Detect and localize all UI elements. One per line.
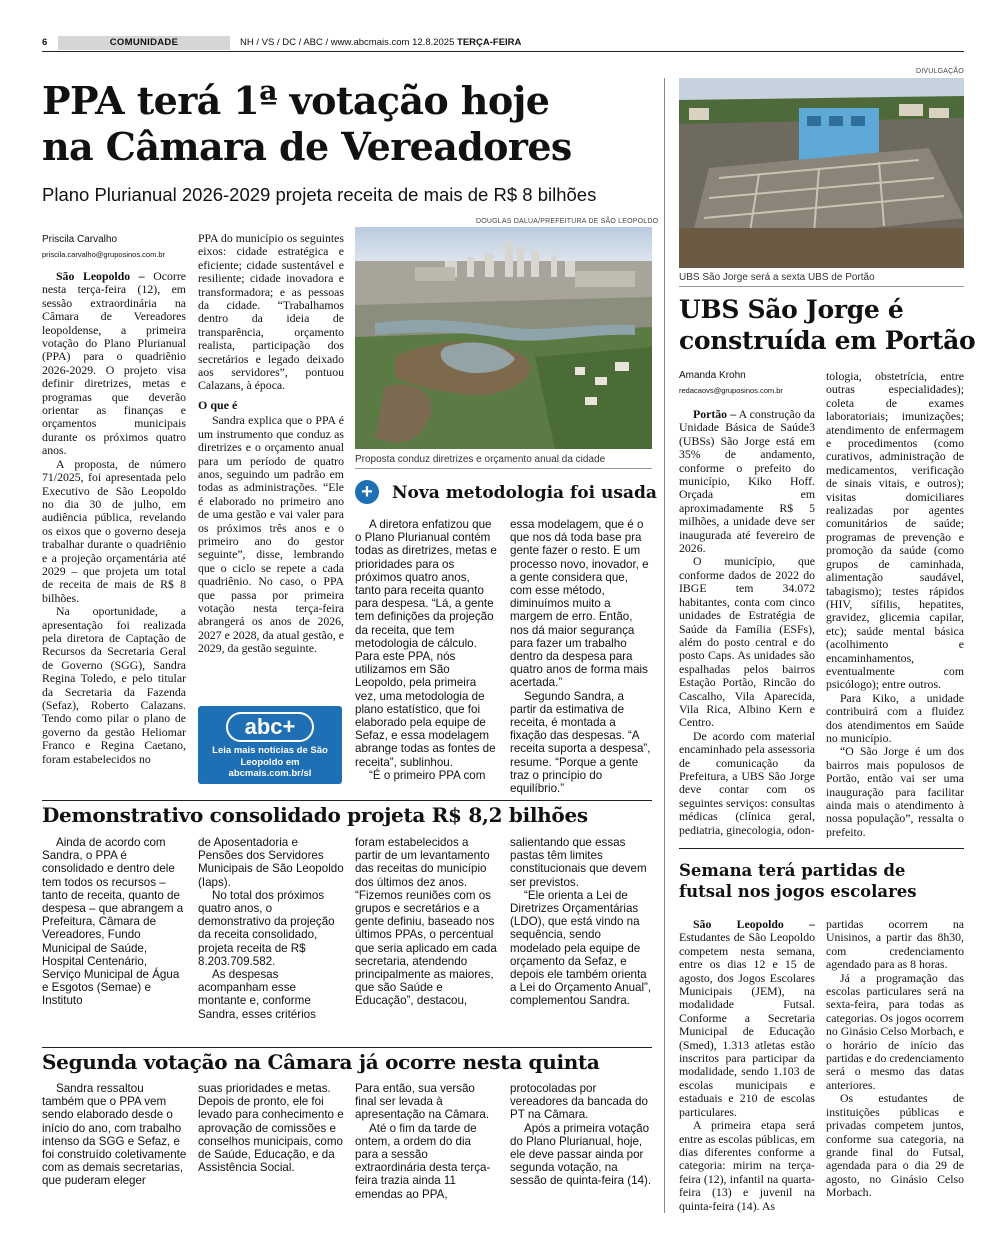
- main-photo-caption: Proposta conduz diretrizes e orçamento anual da cidade: [355, 454, 606, 465]
- ubs-author: Amanda Krohn: [679, 370, 746, 381]
- main-photo-aerial-city: [355, 227, 652, 449]
- main-column-1: São Leopoldo – Ocorre nesta terça-feira (12), em sessão extraordinária na Câmara de Vereadores leopoldense, a primeira votação do Plano Plurianual (PPA) para o quadriênio 2026-2029. O projeto visa definir diretrizes, metas e programas que deverão orientar as finanças e orçamentos municipais durante os próximos quatro anos. A proposta, de número 71/2025, foi apresentada pelo Executivo de São Leopoldo no dia 30 de julho, em audiência pública, revelando os eixos que o governo deseja trabalhar durante o quadriênio e a projeção orçamentária até 2029 – que projeta um total de receita de mais de R$ 8 bilhões. Na oportunidade, a apresentação foi realizada pela diretora de Captação de Recursos da Secretaria Geral de Governo (SGG), Sandra Regina Toledo, e pelo titular da Secretaria da Fazenda (Sefaz), Roberto Calazans. Tendo como pilar o plano de governo da gestão Heliomar Franco e Regina Caetano, foram estabelecidos no: [42, 270, 186, 766]
- demonstrativo-col-3: foram estabelecidos a partir de um levantamento das receitas do município dos últimos dez anos. “Fizemos reuniões com os grupos e secretários e a gente definiu, baseado nos últimos PPAs, o percentual que seria aplicado em cada secretaria, atendendo principalmente as maiores, que são Saúde e Educação”, destacou,: [355, 836, 497, 1008]
- caption-rule: [355, 468, 652, 469]
- ubs-caption-rule: [679, 286, 964, 287]
- demonstrativo-col-2: de Aposentadoria e Pensões dos Servidores Municipais de São Leopoldo (Iaps). No total dos próximos quatro anos, o demonstrativo da projeção da receita consolidado, projeta receita de R$ 8.203.709.582. As despesas acompanham esse montante e, conforme Sandra, esses critérios: [198, 836, 344, 1021]
- section-rule-demonstrativo: [42, 800, 652, 801]
- ubs-column-2: tologia, obstetrícia, entre outras especialidades); coleta de exames laboratoriais; imunizações; atendimento de enfermagem e procedimentos (como curativos, administração de medicamentos, verificação de sinais vitais, e outros); visitas domiciliares realizadas por agentes comunitários de saúde; programas de prevenção e promoção da saúde (como grupos de caminhada, alimentação saudável, tabagismo); testes rápidos (HIV, sífilis, hepatites, gravidez, glicemia capilar, etc); saúde mental básica (acolhimento e encaminhamentos, eventualmente com psicólogo); entre outros. Para Kiko, a unidade contribuirá com a fluidez dos atendimentos em Saúde no município. “O São Jorge é um dos bairros mais populosos de Portão, então vai ser uma inauguração para facilitar ainda mais o atendimento à nossa população”, ressalta o prefeito.: [826, 370, 964, 838]
- ubs-email: redacaovs@gruposinos.com.br: [679, 386, 783, 395]
- plus-icon: +: [355, 480, 379, 504]
- segunda-headline: Segunda votação na Câmara já ocorre nesta quinta: [42, 1050, 600, 1074]
- column-divider: [664, 78, 665, 1213]
- page-number: 6: [42, 37, 48, 48]
- demonstrativo-col-4: salientando que essas pastas têm limites constitucionais que devem ser previstos. “Ele orienta a Lei de Diretrizes Orçamentárias (LDO), que está vindo na sequência, sendo modelado pela equipe de orçamento da Sefaz, e depois ele também orienta a Lei do Orçamento Anual”, complementou Sandra.: [510, 836, 652, 1008]
- ubs-column-1: Portão – A construção da Unidade Básica de Saúde3 (UBSs) São Jorge está em 35% de andamento, conforme o prefeito do município, Kiko Hoff. Orçada em aproximadamente R$ 5 milhões, a unidade deve ser inaugurada até fevereiro de 2026. O município, que conforme dados de 2022 do IBGE tem 34.072 habitantes, conta com cinco unidades de Estratégia de Saúde da Família (ESFs), além do posto central e do posto Caps. As unidades são espalhadas pelos bairros Estação Portão, Rincão do Cascalho, Vila Aparecida, Vila Rica, Albino Kern e Centro. De acordo com material encaminhado pela assessoria de comunicação da Prefeitura, a UBS São Jorge deve contar com os seguintes serviços: consultas médicas (clínica geral, pediatria, ginecologia, odon-: [679, 408, 815, 837]
- demonstrativo-headline: Demonstrativo consolidado projeta R$ 8,2 bilhões: [42, 803, 588, 827]
- header-rule: [42, 51, 964, 52]
- box-title: Nova metodologia foi usada: [392, 483, 657, 503]
- futsal-column-2: partidas ocorrem na Unisinos, a partir das 8h30, com credenciamento agendado para as 8 horas. Já a programação das escolas particulares será na sexta-feira, para todas as categorias. Os jogos ocorrem no Ginásio Celso Morbach, e o horário de início das partidas e do credenciamento será o mesmo das datas anteriores. Os estudantes de instituições públicas e privadas competem juntos, conforme sua categoria, na grande final do Futsal, agendada para o dia 29 de agosto, no Ginásio Celso Morbach.: [826, 918, 964, 1200]
- ubs-photo-caption: UBS São Jorge será a sexta UBS de Portão: [679, 272, 875, 283]
- ubs-photo-credit: DIVULGAÇÃO: [916, 68, 964, 75]
- futsal-headline: Semana terá partidas de futsal nos jogos escolares: [679, 861, 917, 901]
- abc-promo-box[interactable]: [198, 706, 342, 784]
- author-email: priscila.carvalho@gruposinos.com.br: [42, 250, 166, 259]
- segunda-col-2: suas prioridades e metas. Depois de pronto, ele foi levado para conhecimento e aprovação de comissões e conselhos municipais, como de Saúde, Educação, e da Assistência Social.: [198, 1082, 344, 1175]
- author-name: Priscila Carvalho: [42, 234, 118, 245]
- main-column-2: PPA do município os seguintes eixos: cidade estratégica e eficiente; cidade sustentável e resiliente; cidade inovadora e transformadora; e as pessoas da cidade. “Trabalhamos dentro da ideia de transparência, orçamento realista, participação dos secretários e legado deixado aos servidores”, pontuou Calazans, à época. O que é Sandra explica que o PPA é um instrumento que conduz as diretrizes e o orçamento anual para um período de quatro anos, seguindo um padrão em todas as administrações. “Ele é elaborado no primeiro ano de uma gestão e vai valer para os próximos três anos e o primeiro ano do gestor seguinte”, disse, lembrando que o ciclo se repete a cada quadriênio. No caso, o PPA que passa por primeira votação nesta terça-feira abrangerá os anos de 2026, 2027 e 2028, da atual gestão, e 2029, da gestão seguinte.: [198, 232, 344, 656]
- segunda-col-4: protocoladas por vereadores da bancada do PT na Câmara. Após a primeira votação do Plano Plurianual, hoje, ele deve passar ainda por segunda votação, na sessão de quinta-feira (14).: [510, 1082, 652, 1188]
- publication-info: NH / VS / DC / ABC / www.abcmais.com 12.8.2025 TERÇA-FEIRA: [240, 37, 522, 48]
- demonstrativo-col-1: Ainda de acordo com Sandra, o PPA é consolidado e dentro dele tem todos os recursos – tanto de receita, quanto de despesa – que abrangem a Prefeitura, Câmara de Vereadores, Fundo Municipal de Saúde, Hospital Centenário, Serviço Municipal de Água e Esgotos (Semae) e Instituto: [42, 836, 184, 1008]
- page-header: [42, 36, 964, 50]
- box-column-2: essa modelagem, que é o que nos dá toda base pra gente fazer o resto. E um processo novo, inovador, e a gente considera que, com esse método, diminuímos muito a margem de erro. Então, nos dá maior segurança para fazer um trabalho dentro da despesa para quatro anos de forma mais acertada.” Segundo Sandra, a partir da estimativa de receita, é montada a fixação das despesas. “A receita suporta a despesa”, resume. “Porque a gente traz o princípio do equilíbrio.”: [510, 518, 651, 796]
- abc-logo: abc+: [226, 712, 314, 742]
- main-subtitle: Plano Plurianual 2026-2029 projeta receita de mais de R$ 8 bilhões: [42, 184, 597, 205]
- main-photo-credit: DOUGLAS DALUA/PREFEITURA DE SÃO LEOPOLDO: [476, 218, 659, 225]
- section-rule-segunda: [42, 1047, 652, 1048]
- segunda-col-3: Para então, sua versão final ser levada à apresentação na Câmara. Até o fim da tarde de ontem, a ordem do dia para a sessão extraordinária desta terça-feira trazia ainda 11 emendas ao PPA,: [355, 1082, 491, 1201]
- main-headline: PPA terá 1ª votação hoje na Câmara de Vereadores: [42, 78, 572, 169]
- box-column-1: A diretora enfatizou que o Plano Plurianual contém todas as diretrizes, metas e prioridades para os próximos quatro anos, tanto para receita quanto para despesa. “Lá, a gente tem definições da projeção da receita, que tem metodologia de cálculo. Para este PPA, nós utilizamos em São Leopoldo, pela primeira vez, uma metodologia de plano estatístico, que foi elaborado pela equipe de Sefaz, e essa modelagem abrange todas as fontes de receita”, sublinhou. “É o primeiro PPA com: [355, 518, 497, 782]
- segunda-col-1: Sandra ressaltou também que o PPA vem sendo elaborado desde o início do ano, com trabalho intenso da SGG e Sefaz, e foi construído coletivamente com as demais secretarias, que puderam eleger: [42, 1082, 187, 1188]
- subhead-o-que-e: O que é: [198, 397, 238, 412]
- ubs-headline: UBS São Jorge é construída em Portão: [679, 295, 976, 355]
- promo-text: Leia mais notícias de São Leopoldo em abcmais.com.br/sl: [212, 745, 328, 779]
- futsal-rule: [679, 848, 964, 849]
- futsal-column-1: São Leopoldo – Estudantes de São Leopoldo competem nesta semana, entre os dias 12 e 15 de agosto, dos Jogos Escolares Municipais (JEM), na modalidade Futsal. Conforme a Secretaria Municipal de Educação (Smed), 1.313 atletas estão inscritos para participar da modalidade, sendo 1.103 de escolas municipais e estaduais e 210 de escolas particulares. A primeira etapa será entre as escolas públicas, em dias diferentes conforme a categoria: mirim na terça-feira (12), infantil na quarta-feira (13) e juvenil na quinta-feira (14). As: [679, 918, 815, 1213]
- ubs-photo-construction: [679, 78, 964, 268]
- section-label: COMUNIDADE: [58, 36, 230, 50]
